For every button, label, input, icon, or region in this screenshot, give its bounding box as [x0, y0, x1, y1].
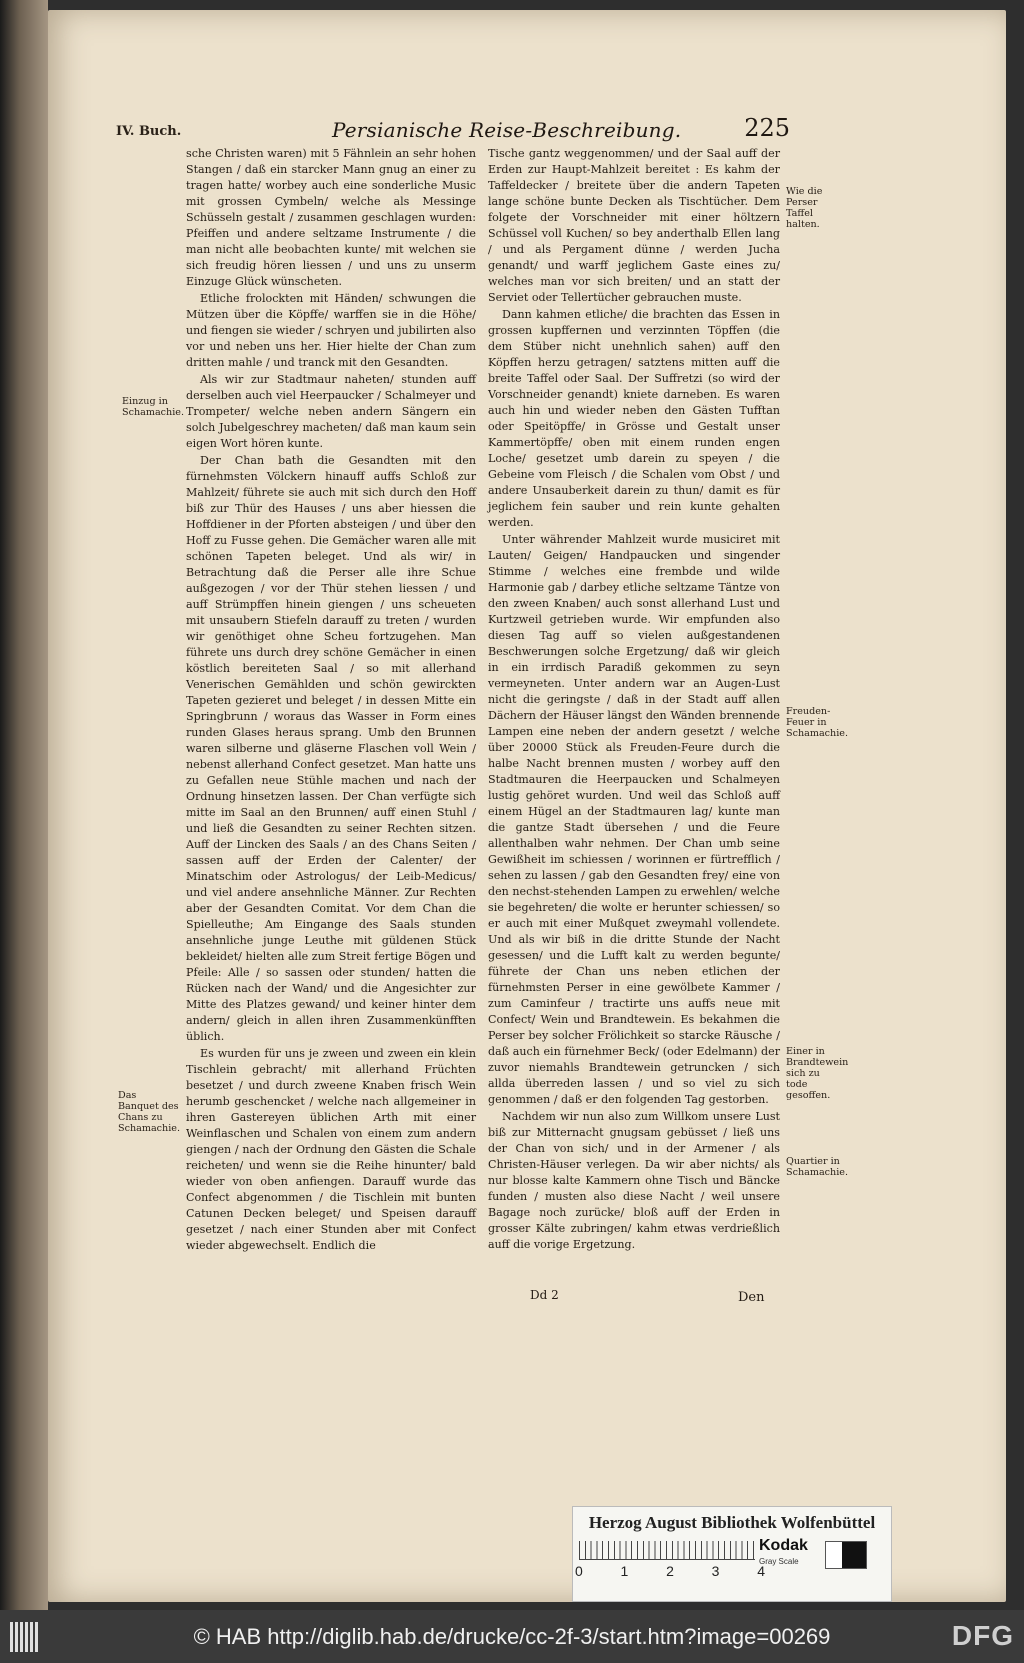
right-text-column — [488, 146, 780, 1254]
credit-link[interactable]: © HAB http://diglib.hab.de/drucke/cc-2f-3/start.htm?image=00269 — [193, 1624, 831, 1649]
signature-mark: Dd 2 — [530, 1288, 559, 1302]
viewer-footer — [0, 1610, 1024, 1663]
ruler-number: 1 — [620, 1563, 629, 1579]
margin-note-banquet: Das Banquet des Chans zu Schamachie. — [118, 1090, 181, 1134]
left-text-column — [186, 146, 476, 1255]
margin-note-quartier: Quartier in Schamachie. — [786, 1156, 849, 1178]
gray-scale-text: Gray Scale — [759, 1557, 799, 1566]
margin-note-freuden: Freuden-Feuer in Schamachie. — [786, 706, 849, 739]
ruler-number: 2 — [666, 1563, 674, 1579]
library-color-target — [572, 1506, 892, 1602]
book-spine — [0, 0, 48, 1610]
paragraph: Es wurden für uns je zween und zween ein klein Tischlein gebracht/ mit allerhand Früchten besetzet / und durch zweene Knaben frisch Wein herumb geschencket / welche nach allgemeiner in ihren Gastereyen üblichen Arth mit einer Weinflaschen und Schalen von einem zum andern giengen / nach der Ordnung den Gästen die Schale reicheten/ und wenn sie die Reihe hinunter/ bald wieder von oben anfiengen. Darauff wurde das Confect abgenommen / die Tischlein mit bunten Catunen Decken beleget/ und Speisen darauff gesetzet / nach einer Stunden aber mit Confect wieder abgewechselt. Endlich die — [186, 1047, 476, 1252]
ruler-number: 0 — [575, 1563, 583, 1579]
scale-ruler — [579, 1541, 755, 1560]
ruler-number: 3 — [711, 1563, 720, 1579]
running-title: Persianische Reise-Beschreibung. — [332, 118, 682, 142]
page-number: 225 — [744, 114, 790, 142]
paragraph: Dann kahmen etliche/ die brachten das Essen in grossen kupffernen und verzinnten Töpffen (die dem Stüber nicht unehnlich sahen) auff den Köpffen herzu getragen/ satztens mitten auff die breite Taffel oder Saal. Der Suffretzi (so wird der Vorschneider genandt) kniete darneben. Es waren auch hin und wieder neben den Gästen Tufftan oder Speitöpffe/ in Grösse und Gestalt unser Kammertöpffe/ oben mit einem runden engen Loche/ gesetzet umb darein zu speyen / die Gebeine vom Fleisch / die Schalen vom Obst / und andere Unsauberkeit darein zu thun/ damit es für jeglichem fein sauber und rein kunte gehalten werden. — [488, 308, 780, 529]
ruler-number: 4 — [757, 1563, 765, 1579]
paragraph: Unter währender Mahlzeit wurde musiciret mit Lauten/ Geigen/ Handpaucken und singender Stimme / welches eine frembde und wilde Harmonie gab / darbey etliche seltzame Täntze von den zween Knaben/ auch sonst allerhand Lust und Kurtzweil getrieben wurde. Wir empfunden also diesen Tag auff so vielen außgestandenen Beschwerungen solche Ergetzung/ daß wir gleich in ein irrdisch Paradiß gekommen zu seyn vermeyneten. Unter andern war an Augen-Lust nicht die geringste / daß in der Stadt auff allen Dächern der Häuser längst den Wänden brennende Lampen eine neben der andern gesetzt / welche über 20000 Stück als Freuden-Feure durch die halbe Nacht brennen musten / worbey auff den Stadtmauren die Heerpaucken und Schalmeyen lustig gehöret wurden. Und weil das Schloß auff einem Hügel an der Stadtmauren lag/ kunte man die gantze Stadt übersehen / und die Feure allenthalben wahr nehmen. Der Chan umb seine Gewißheit im schiessen / worinnen er fürtrefflich / sehen zu lassen / gab den Gesandten frey/ eine von den nechst-stehenden Lampen zu erwehlen/ welche sie begehreten/ die wolte er herunter schiessen/ so er auch mit einer Mußquet zweymahl vollendete. Und als wir biß in die dritte Stunde der Nacht gesessen/ und die Lufft kalt zu werden begunte/ führete der Chan uns neben etlichen der fürnehmsten Perser in eine gewölbete Kammer / zum Caminfeur / tractirte uns auffs neue mit Confect/ Wein und Brandtewein. Es bekahmen die Perser bey solcher Frölichkeit so starcke Räusche / daß auch ein fürnehmer Beck/ (oder Edelmann) der zuvor niemahls Brandtewein getruncken / sich allda überreden lassen / und so viel zu sich genommen / daß er den folgenden Tag gestorben. — [488, 533, 780, 1106]
catchword: Den — [738, 1290, 765, 1305]
dfg-logo: DFG — [951, 1620, 1014, 1651]
paragraph: Der Chan bath die Gesandten mit den fürnehmsten Völckern hinauff auffs Schloß zur Mahlzeit/ führete sie auch mit sich durch den Hoff biß zur Thür des Hauses / uns aber hiessen die Hoffdiener in der Pforten absteigen / und über den Hoff zu Fusse gehen. Die Gemächer waren alle mit schönen Tapeten beleget. Und als wir/ in Betrachtung daß die Perser alle ihre Schue außgezogen / vor der Thür stehen liessen / und auff Strümpffen hinein giengen / uns scheueten mit unsaubern Stiefeln darauff zu treten / wurden wir genöthiget ohne Scheu fortzugehen. Man führete uns durch drey schöne Gemächer in einen köstlich bereiteten Saal / so mit allerhand Venerischen Gemählden und schön gewirckten Tapeten gezieret und beleget / in dessen Mitte ein Springbrunn / woraus das Wasser in Form eines runden Glases heraus sprang. Umb den Brunnen waren silberne und gläserne Flaschen voll Wein / nebenst allerhand Confect gesetzet. Man hatte uns zu Gefallen neue Stühle machen und nach der Ordnung hinsetzen lassen. Der Chan verfügte sich mitte im Saal an den Brunnen/ auff einen Stuhl / und ließ die Gesandten zu seiner Rechten sitzen. Auff der Lincken des Saals / an des Chans Seiten / sassen auff der Erden der Calenter/ der Minatschim oder Astrologus/ der Leib-Medicus/ und viel andere ansehnliche Männer. Zur Rechten aber der Gesandten Comitat. Vor dem Chan die Spielleuthe; Am Eingange des Saals stunden ansehnliche junge Leuthe mit güldenen Stück bekleidet/ hielten alle zum Streit fertige Bögen und Pfeile: Alle / so sassen oder stunden/ hatten die Rücken nach der Wand/ und die Angesichter zur Mitte des Platzes gewand/ und keiner hinter dem andern/ gleich in allen ihren Zusammenkünfften üblich. — [186, 454, 476, 1043]
paragraph: Als wir zur Stadtmaur naheten/ stunden auff derselben auch viel Heerpaucker / Schalmeyer und Trompeter/ welche neben andern Sängern ein solch Jubelgeschrey macheten/ daß man kaum sein eigen Wort hören kunte. — [186, 373, 476, 450]
library-name: Herzog August Bibliothek Wolfenbüttel — [588, 1513, 876, 1532]
paragraph: sche Christen waren) mit 5 Fähnlein an sehr hohen Stangen / daß ein starcker Mann gnug an einer zu tragen hatte/ worbey auch eine sonderliche Music mit grossen Cymbeln/ welche als Messinge Schüsseln gestalt / zusammen geschlagen wurden: Pfeiffen und andere seltzame Instrumente / die man nicht alle beobachten kunte/ mit welchen sie sich freudig hören liessen / und uns zu unserm Einzuge Glück wünscheten. — [186, 147, 476, 288]
kodak-brand: Kodak — [759, 1537, 808, 1554]
page-header — [116, 114, 790, 148]
paragraph: Nachdem wir nun also zum Willkom unsere Lust biß zur Mitternacht gnugsam gebüsset / ließ uns der Chan von sich/ und in der Armener / als Christen-Häuser verlegen. Da wir aber nichts/ als nur blosse kalte Kammern ohne Tisch und Bäncke funden / musten also diese Nacht / weil unsere Bagage noch zurücke/ bloß auff der Erden in grosser Kälte zubringen/ kahm etwas verdrießlich auff die vorige Ergetzung. — [488, 1110, 780, 1251]
paragraph: Tische gantz weggenommen/ und der Saal auff der Erden zur Haupt-Mahlzeit bereitet : Es kahm der Taffeldecker / breitete über die andern Tapeten lange schöne bunte Decken als Tischtücher. Dem folgete der Vorschneider mit einer höltzern Schüssel voll Kuchen/ so bey anderthalb Ellen lang / und als Pergament dünne / werden Jucha genandt/ und warff jeglichem Gaste eines zu/ welches man vor sich breiten/ und an statt der Serviet oder Tellertücher gebrauchen muste. — [488, 147, 780, 304]
paragraph: Etliche frolockten mit Händen/ schwungen die Mützen über die Köpffe/ warffen sie in die Höhe/ und fiengen sie wieder / schryen und jubilirten also vor und neben uns her. Hier hielte der Chan zum dritten mahle / und tranck mit den Gesandten. — [186, 292, 476, 369]
margin-note-tafel: Wie die Perser Taffel halten. — [786, 186, 823, 230]
book-marker: IV. Buch. — [116, 124, 182, 139]
ruler-numbers — [575, 1563, 765, 1579]
margin-note-einzug: Einzug in Schamachie. — [122, 396, 185, 418]
margin-note-brandtewein: Einer in Brandtewein sich zu tode gesoffen. — [786, 1046, 849, 1101]
gray-swatch — [825, 1541, 867, 1569]
